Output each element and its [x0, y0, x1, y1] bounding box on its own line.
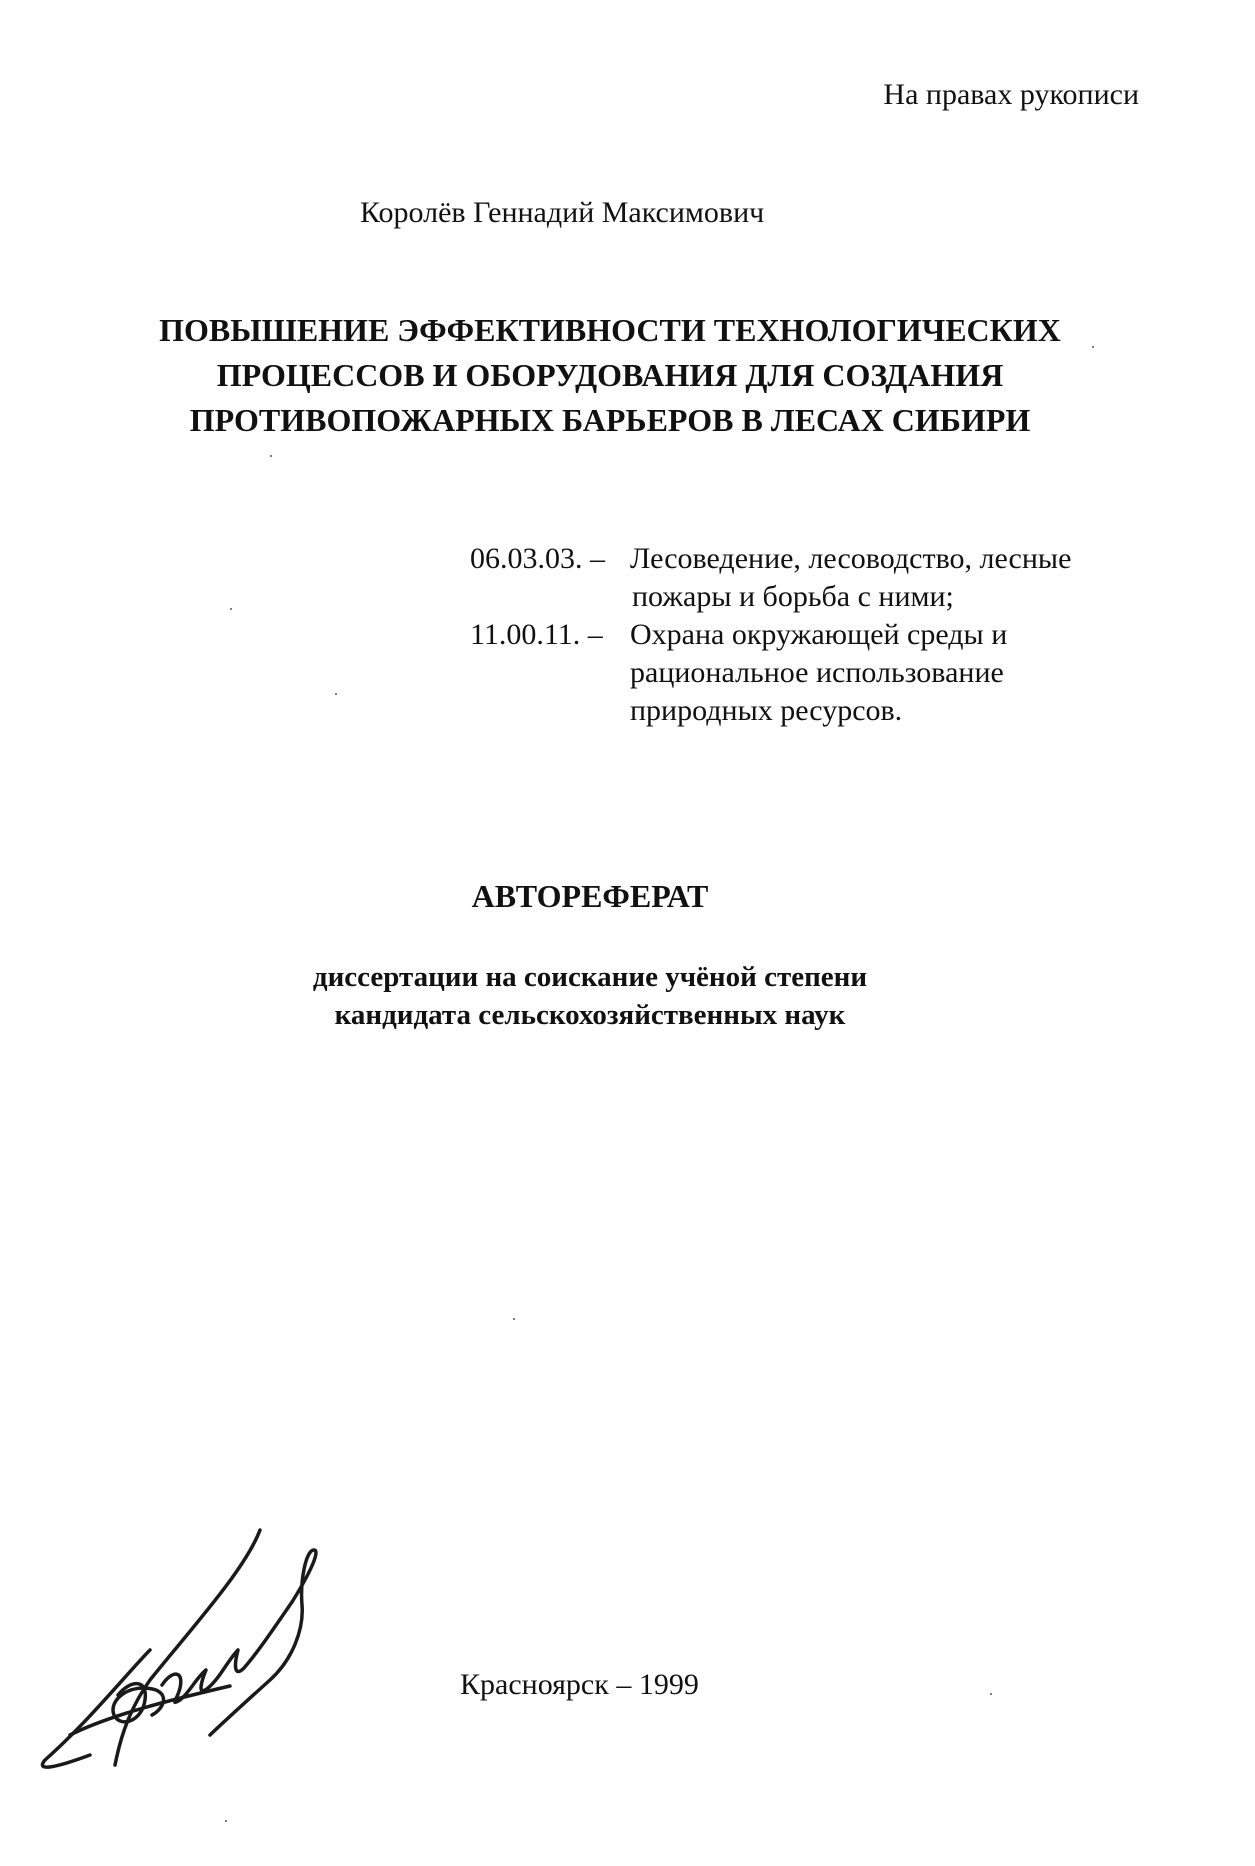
degree-line: диссертации на соискание учёной степени — [312, 961, 868, 993]
degree-statement — [0, 958, 1180, 1034]
author-name: Королёв Геннадий Максимович — [360, 196, 765, 229]
title-line: ПРОЦЕССОВ И ОБОРУДОВАНИЯ ДЛЯ СОЗДАНИЯ — [216, 357, 1004, 393]
specialty-row — [470, 540, 1160, 616]
city-year: Красноярск – 1999 — [460, 1668, 699, 1701]
specialty-line: природных ресурсов. — [630, 694, 903, 727]
specialty-code: 06.03.03. – — [470, 542, 605, 575]
handwritten-signature-icon — [30, 1510, 370, 1810]
specialty-line: Охрана окружающей среды и — [630, 618, 1008, 651]
dissertation-title — [105, 308, 1115, 443]
specialty-code: 11.00.11. – — [470, 618, 603, 651]
specialty-line: Лесоведение, лесоводство, лесные — [630, 542, 1072, 575]
specialty-description — [630, 616, 1160, 730]
scan-speck — [270, 455, 272, 457]
scan-speck — [990, 1693, 992, 1695]
title-line: ПОВЫШЕНИЕ ЭФФЕКТИВНОСТИ ТЕХНОЛОГИЧЕСКИХ — [159, 312, 1061, 348]
scan-speck — [225, 1820, 227, 1822]
scan-speck — [335, 693, 337, 695]
scan-speck — [513, 1318, 515, 1320]
specialties-block — [470, 540, 1160, 730]
specialty-line: пожары и борьба с ними; — [632, 580, 954, 613]
scan-speck — [1092, 346, 1094, 348]
degree-line: кандидата сельскохозяйственных наук — [334, 999, 846, 1031]
scan-speck — [230, 608, 232, 610]
document-type: АВТОРЕФЕРАТ — [471, 878, 709, 914]
rights-note: На правах рукописи — [883, 78, 1139, 111]
title-line: ПРОТИВОПОЖАРНЫХ БАРЬЕРОВ В ЛЕСАХ СИБИРИ — [189, 402, 1031, 438]
specialty-line: рациональное использование — [630, 656, 1004, 689]
specialty-row — [470, 616, 1160, 730]
specialty-description — [630, 540, 1160, 616]
